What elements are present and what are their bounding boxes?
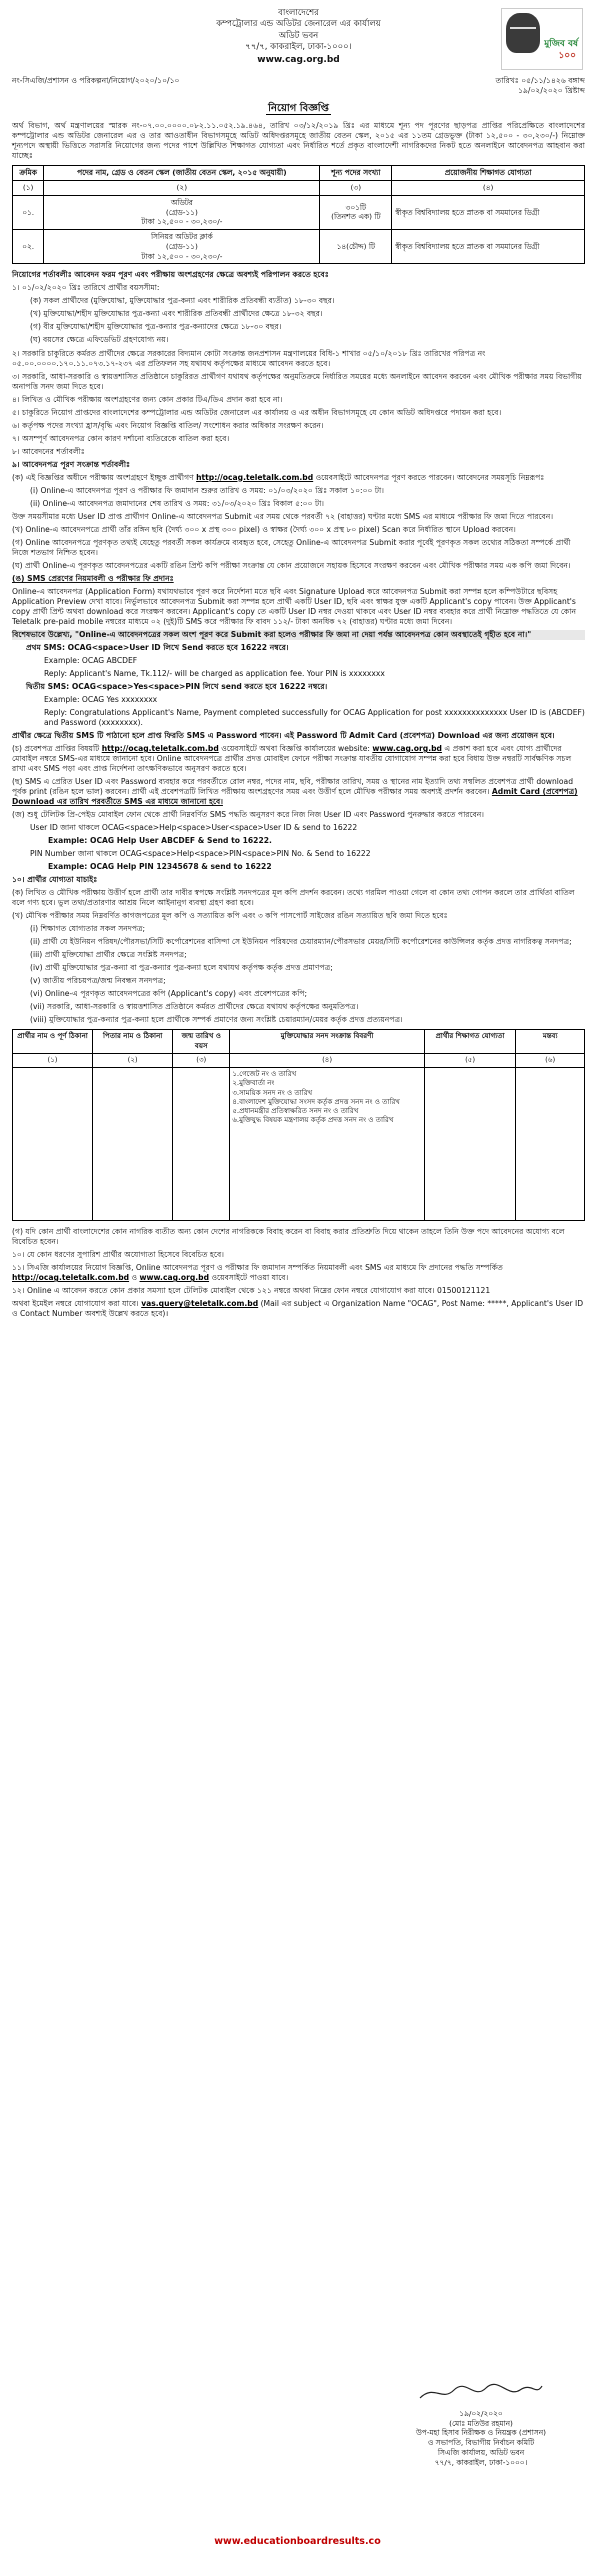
admit-text: এ প্রকাশ করা হবে এবং যোগ্য প্রার্থীদের মোবাইল নম্বরে SMS-এর মাধ্যমে জানানো হবে। Online আবেদনপত্রে প্রার্থীর প্রদত্ত মোবাইল ফোনে পরীক্ষা সংক্রান্ত যাবতীয় যোগাযোগ সম্পন্ন করা হবে বিধায় উক্ত নম্বরটি সার্বক্ষণিক সচল রাখা এবং SMS পড়া এবং প্রাপ্ত নির্দেশনা তাৎক্ষণিকভাবে অনুসরণ করতে হবে। — [12, 744, 572, 774]
certificate-line: ২.মুক্তিবার্তা নং — [232, 1079, 275, 1088]
recovery-pin-example: Example: OCAG Help PIN 12345678 & send to 16222 — [48, 862, 272, 872]
online-heading: ৯। আবেদনপত্র পূরণ সংক্রান্ত শর্তাবলীঃ — [12, 459, 131, 469]
admit-p1 — [12, 744, 585, 774]
rule-item: ৪। লিখিত ও মৌখিক পরীক্ষায় অংশগ্রহণের জন্য কোন প্রকার টিএ/ডিএ প্রদান করা হবে না। — [12, 394, 283, 404]
rule-item: ৩। সরকারি, আধা-সরকারি ও স্বায়ত্তশাসিত প্রতিষ্ঠানে চাকুরিরত প্রার্থীগণ যথাযথ কর্তৃপক্ষের অনুমতিক্রমে নির্ধারিত সময়ের মধ্যে অনলাইনে আবেদন করবেন এবং মৌখিক পরীক্ষার সময় বিভাগীয় অনাপত্তি সনদ জমা দিতে হবে। — [12, 371, 582, 391]
post-sl: ০২. — [13, 230, 44, 264]
closing-text: অথবা ইমেইল নম্বরে যোগাযোগ করা যাবে। — [12, 1299, 139, 1309]
posts-col-sl: ক্রমিক — [13, 166, 44, 181]
rule-item: ৮। আবেদনের শর্তাবলীঃ — [12, 446, 85, 456]
header-building: অডিট ভবন — [278, 30, 319, 41]
documents-p1: (ক) লিখিত ও মৌখিক পরীক্ষায় উত্তীর্ণ হলে প্রার্থী তার দাবীর স্বপক্ষে সংশ্লিষ্ট সনদপত্রের মূল কপি প্রদর্শন করবেন। তথ্যে গরমিল পাওয়া গেলে বা কোন তথ্য গোপন করলে তার প্রার্থিতা বাতিল বলে গণ্য হবে। ভুল তথ্য/প্রতারণার আশ্রয় নিলে আইনানুগ ব্যবস্থা গ্রহণ করা হবে। — [12, 888, 575, 908]
memo-line — [12, 76, 585, 96]
post-name-cell — [44, 230, 320, 264]
teletalk-link[interactable]: http://ocag.teletalk.com.bd — [101, 744, 219, 753]
list-item: (viii) মুক্তিযোদ্ধার পুত্র-কন্যার পুত্র-কন্যা হলে প্রার্থীকে সম্পর্ক প্রমাণের জন্য সংশ্লিষ্ট চেয়ারম্যান/মেয়র কর্তৃক প্রদত্ত প্রত্যয়নপত্র। — [30, 1015, 403, 1025]
second-sms-example: Example: OCAG Yes xxxxxxxx — [44, 694, 158, 704]
closing-text: ১১। সিএজি কার্যালয়ের নিয়োগ বিজ্ঞপ্তি, Online আবেদনপত্র পূরণ ও পরীক্ষার ফি জমাদান সম্পর্কিত নিয়মাবলী এবং SMS এর মাধ্যমে ফি প্রদানের পদ্ধতি সম্পর্কিত — [12, 1263, 503, 1273]
recovery-user-example: Example: OCAG Help User ABCDEF & Send to 16222. — [48, 836, 272, 846]
posts-col-post: পদের নাম, গ্রেড ও বেতন স্কেল (জাতীয় বেতন স্কেল, ২০১৫ অনুযায়ী) — [44, 166, 320, 181]
apply-col: প্রার্থীর নাম ও পূর্ণ ঠিকানা — [13, 1030, 93, 1053]
age-section — [12, 283, 585, 345]
post-count: ৩০১টি — [345, 202, 367, 212]
closing-p2: ১০। যে কোন ধরণের সুপারিশ প্রার্থীর অযোগ্যতা হিসেবে বিবেচিত হবে। — [12, 1250, 224, 1260]
signatory-office: সিএজি কার্যালয়, অডিট ভবন — [437, 2447, 525, 2457]
first-sms: প্রথম SMS: OCAG<space>User ID লিখে Send করতে হবে 16222 নম্বরে। — [26, 642, 289, 652]
rule-item: ৬। কর্তৃপক্ষ পদের সংখ্যা হ্রাস/বৃদ্ধি এবং নিয়োগ বিজ্ঞপ্তি বাতিল/ সংশোধন করার অধিকার সংরক্ষণ করেন। — [12, 420, 324, 430]
certificate-line: ১.গেজেট নং ও তারিখ — [232, 1070, 297, 1079]
post-name: অডিটর — [170, 197, 193, 207]
source-site-link[interactable]: www.educationboardresults.co — [214, 2536, 381, 2547]
sms-heading: (ঙ) SMS প্রেরণের নিয়মাবলী ও পরীক্ষার ফি প্রদানঃ — [12, 573, 174, 583]
header-office: কম্পট্রোলার এন্ড অডিটর জেনারেল এর কার্যালয় — [216, 19, 381, 30]
post-name: সিনিয়র অডিটর ক্লার্ক — [150, 232, 213, 242]
signature-block — [381, 2382, 581, 2467]
signatory-office: ৭৭/৭, কাকরাইল, ঢাকা-১০০০। — [434, 2457, 528, 2467]
post-qual: স্বীকৃত বিশ্ববিদ্যালয় হতে স্নাতক বা সমমানের ডিগ্রী — [392, 195, 585, 229]
header-website[interactable]: www.cag.org.bd — [257, 54, 340, 65]
first-sms-reply: Reply: Applicant's Name, Tk.112/- will be charged as application fee. Your PIN is xxxxxxxx — [44, 668, 385, 678]
documents-p2: (খ) মৌখিক পরীক্ষার সময় নিম্নবর্ণিত কাগজপত্রের মূল কপি ও সত্যায়িত কপি এবং ৩ কপি পাসপোর্ট সাইজের রঙিন সত্যায়িত ছবি জমা দিতে হবেঃ — [12, 911, 448, 921]
emblem-word: মুজিব বর্ষ — [544, 39, 578, 49]
recovery-section — [12, 810, 585, 872]
conditions-heading: নিয়োগের শর্তাবলীঃ আবেদন ফরম পূরণ এবং পরীক্ষায় অংশগ্রহণের ক্ষেত্রে অবশ্যই পরিপালন করতে হবেঃ — [12, 270, 329, 280]
age-line: (ক) সকল প্রার্থীদের (মুক্তিযোদ্ধা, মুক্তিযোদ্ধার পুত্র-কন্যা এবং শারীরিক প্রতিবন্ধী ব্যতীত) ১৮-৩০ বছর। — [30, 296, 335, 306]
posts-index: (৪) — [392, 181, 585, 196]
apply-col: মন্তব্য — [516, 1030, 585, 1053]
schedule-start: (i) Online-এ আবেদনপত্র পূরণ ও পরীক্ষার ফি জমাদান শুরুর তারিখ ও সময়: ০১/০৩/২০২০ খ্রিঃ সকাল ১০:০০ টা। — [30, 485, 384, 495]
post-count-cell — [320, 195, 392, 229]
post-scale: টাকা ১২,৫০০ - ৩০,২৩০/- — [141, 251, 223, 261]
posts-table — [12, 165, 585, 264]
second-sms-block — [12, 682, 585, 728]
teletalk-link[interactable]: http://ocag.teletalk.com.bd — [196, 472, 314, 482]
sms-password-note: প্রার্থীর ক্ষেত্রে দ্বিতীয় SMS টি পাঠানো হলে প্রাপ্ত ফিরতি SMS এ Password পাবেন। এই Password টি Admit Card (প্রবেশপত্র) Download এর জন্য প্রয়োজন হবে। — [12, 730, 555, 740]
cag-website-link[interactable]: www.cag.org.bd — [139, 1273, 210, 1283]
online-p4: (গ) Online আবেদনপত্রে পূরণকৃত তথ্যই যেহেতু পরবর্তী সকল কার্যক্রমে ব্যবহৃত হবে, সেহেতু Online-এ আবেদনপত্র Submit করার পূর্বেই পূরণকৃত সকল তথ্যের সঠিকতা সম্পর্কে প্রার্থী নিজে শতভাগ নিশ্চিত হবেন। — [12, 537, 571, 557]
freedom-fighter-table — [12, 1029, 585, 1221]
apply-col: মুক্তিযোদ্ধার সনদ সংক্রান্ত বিবরণী — [230, 1030, 424, 1053]
date-bangla: ০৫/১১/১৪২৬ বঙ্গাব্দ — [521, 76, 585, 85]
table-row — [13, 230, 585, 264]
apply-header-row — [13, 1030, 585, 1053]
teletalk-link[interactable]: http://ocag.teletalk.com.bd — [12, 1273, 130, 1283]
list-item: (i) শিক্ষাগত যোগ্যতার সকল সনদপত্র; — [30, 924, 146, 934]
admit-text: (চ) প্রবেশপত্র প্রাপ্তির বিষয়টি — [12, 744, 100, 753]
recovery-user-id: User ID জানা থাকলে OCAG<space>Help<space>User<space>User ID & send to 16222 — [30, 823, 358, 833]
online-p3: (খ) Online-এ আবেদনপত্রে প্রার্থী তাঁর রঙ্গিন ছবি (দৈর্ঘ্য ৩০০ x প্রস্থ ৩০০ pixel) ও স্বাক্ষর (দৈর্ঘ্য ৩০০ x প্রস্থ ৮০ pixel) Scan করে নির্ধারিত স্থানে Upload করবেন। — [12, 524, 516, 534]
sms-section — [12, 574, 585, 741]
online-p1 — [12, 473, 585, 483]
closing-p1: (গ) যদি কোন প্রার্থী বাংলাদেশের কোন নাগরিক ব্যতীত অন্য কোন দেশের নাগরিককে বিবাহ করেন বা বিবাহ করার প্রতিশ্রুতি দিয়ে থাকেন তাহলে তিনি উক্ত পদে আবেদনের অযোগ্য বলে বিবেচিত হবেন। — [12, 1227, 565, 1247]
certificate-line: ৫.প্রধানমন্ত্রীর প্রতিস্বাক্ষরিত সনদ নং ও তারিখ — [232, 1107, 359, 1115]
certificate-line: ৪.বাংলাদেশ মুক্তিযোদ্ধা সংসদ কর্তৃক প্রদত্ত সনদ নং ও তারিখ — [232, 1097, 400, 1106]
closing-text: ও — [131, 1273, 138, 1283]
admit-p2 — [12, 777, 585, 807]
certificate-line: ৩.সাময়িক সনদ নং ও তারিখ — [232, 1088, 313, 1097]
posts-index: (৩) — [320, 181, 392, 196]
post-count-cell — [320, 230, 392, 264]
second-sms: দ্বিতীয় SMS: OCAG<space>Yes<space>PIN লিখে send করতে হবে 16222 নম্বরে। — [26, 681, 328, 691]
apply-index: (২) — [93, 1053, 173, 1067]
age-line: ১। ০১/০২/২০২০ খ্রিঃ তারিখে প্রার্থীর বয়সসীমা: — [12, 283, 160, 293]
certificate-details-cell — [230, 1068, 424, 1221]
closing-text: ওয়েবসাইটে পাওয়া যাবে। — [211, 1273, 289, 1283]
recovery-pin: PIN Number জানা থাকলে OCAG<space>Help<space>PIN<space>PIN No. & Send to 16222 — [30, 849, 371, 859]
memo-date — [496, 76, 586, 96]
posts-col-count: শূন্য পদের সংখ্যা — [320, 166, 392, 181]
notice-title-text: নিয়োগ বিজ্ঞপ্তি — [268, 103, 329, 115]
admit-text: ওয়েবসাইটে অথবা বিজ্ঞপ্তি কার্যালয়ের website: — [221, 744, 370, 753]
apply-index: (৫) — [424, 1053, 516, 1067]
watermark-footer — [0, 2536, 595, 2549]
signatory-office: ও সভাপতি, বিভাগীয় নির্বাচন কমিটি — [427, 2438, 535, 2448]
letterhead — [12, 8, 585, 70]
posts-index: (১) — [13, 181, 44, 196]
admit-text: (ছ) SMS এ প্রেরিত User ID এবং Password ব্যবহার করে পরবর্তীতে রোল নম্বর, পদের নাম, ছবি, পরীক্ষার তারিখ, সময় ও স্থানের নাম ইত্যাদি তথ্য সম্বলিত প্রবেশপত্র প্রার্থী download পূর্বক print (রঙিন হলে ভাল) করবেন। প্রার্থী এই প্রবেশপত্রটি লিখিত পরীক্ষায় অংশগ্রহণের সময় এবং উত্তীর্ণ হলে মৌখিক পরীক্ষার সময় অবশ্যই প্রদর্শন করবেন। — [12, 777, 574, 797]
post-name-cell — [44, 195, 320, 229]
signatory-name: (মোঃ মতিউর রহমান) — [449, 2418, 513, 2428]
posts-index: (২) — [44, 181, 320, 196]
table-row — [13, 1068, 585, 1221]
list-item: (vii) সরকারি, আধা-সরকারি ও স্বায়ত্তশাসিত প্রতিষ্ঠানে কর্মরত প্রার্থীদের ক্ষেত্রে যথাযথ কর্তৃপক্ষের অনুমতিপত্র। — [30, 1002, 359, 1012]
second-sms-reply: Reply: Congratulations Applicant's Name, Payment completed successfully for OCAG Application for post xxxxxxxxxxxxxx User ID is (ABCDEF) and Password (xxxxxxxx). — [44, 707, 585, 727]
age-line: (ঘ) বয়সের ক্ষেত্রে এফিডেভিট গ্রহণযোগ্য নয়। — [30, 335, 169, 345]
glasses-icon — [510, 27, 536, 34]
blank-cell — [173, 1068, 230, 1221]
header-line1: বাংলাদেশের — [278, 8, 319, 18]
post-qual: স্বীকৃত বিশ্ববিদ্যালয় হতে স্নাতক বা সমমানের ডিগ্রী — [392, 230, 585, 264]
signature-date: ১৯/০২/২০২০ — [459, 2408, 503, 2418]
emblem-number: ১০০ — [558, 51, 576, 61]
posts-col-qual: প্রয়োজনীয় শিক্ষাগত যোগ্যতা — [392, 166, 585, 181]
apply-index: (১) — [13, 1053, 93, 1067]
apply-col: জন্ম তারিখ ও বয়স — [173, 1030, 230, 1053]
table-row — [13, 195, 585, 229]
posts-index-row — [13, 181, 585, 196]
admit-download-note: Admit Card (প্রবেশপত্র) Download এর তারিখ পরবর্তীতে SMS এর মাধ্যমে জানানো হবে। — [12, 787, 578, 807]
apply-col: প্রার্থীর শিক্ষাগত যোগ্যতা — [424, 1030, 516, 1053]
online-p5: (ঘ) প্রার্থী Online-এ পূরণকৃত আবেদনপত্রের একটি রঙিন প্রিন্ট কপি পরীক্ষা সংক্রান্ত যে কোন প্রয়োজনে সহায়ক হিসেবে সংরক্ষণ করবেন এবং মৌখিক পরীক্ষার সময় এক কপি জমা দিবেন। — [12, 560, 571, 570]
posts-header-row — [13, 166, 585, 181]
online-p1-text: (ক) এই বিজ্ঞপ্তির অধীনে পরীক্ষায় অংশগ্রহণে ইচ্ছুক প্রার্থীগণ — [12, 472, 194, 482]
header-address: ৭৭/৭, কাকরাইল, ঢাকা-১০০০। — [245, 42, 352, 53]
sms-intro: Online-এ আবেদনপত্র (Application Form) যথাযথভাবে পূরণ করে নির্দেশনা মতে ছবি এবং Signature Upload করে আবেদনপত্র Submit করা সম্পন্ন হলে কম্পিউটারে ছবিসহ Application Preview দেখা যাবে। নির্ভুলভাবে আবেদনপত্র Submit করা সম্পন্ন হলে প্রার্থী একটি User ID, ছবি এবং স্বাক্ষর যুক্ত একটি Applicant's copy পাবেন। উক্ত Applicant's copy প্রার্থী প্রিন্ট অথবা download করে সংরক্ষণ করবেন। Applicant's copy তে একটি User ID নম্বর দেওয়া থাকবে এবং User ID নম্বর ব্যবহার করে প্রার্থী নিম্নোক্ত পদ্ধতিতে যে কোন Teletalk pre-paid mobile নম্বরের মাধ্যমে ০২ (দুই)টি SMS করে পরীক্ষার ফি বাবদ ১১২/- টাকা অনধিক ৭২ (বাহাত্তর) ঘণ্টার মধ্যে জমা দিবেন। — [12, 586, 576, 626]
list-item: (v) জাতীয় পরিচয়পত্র/জন্ম নিবন্ধন সনদপত্র; — [30, 976, 166, 986]
age-line: (গ) বীর মুক্তিযোদ্ধা/শহীদ মুক্তিযোদ্ধার পুত্র-কন্যার পুত্র-কন্যাদের ক্ষেত্রে ১৮-৩০ বছর। — [30, 322, 282, 332]
closing-text: (Mail এর subject এ Organization Name "OCAG", Post Name: *****, Applicant's User ID ও Contact Number অবশ্যই উল্লেখ করতে হবে)। — [12, 1299, 584, 1319]
apply-index: (৩) — [173, 1053, 230, 1067]
certificate-line: ৬.মুক্তিযুদ্ধ বিষয়ক মন্ত্রণালয় কর্তৃক প্রদত্ত সনদ নং ও তারিখ — [232, 1116, 394, 1125]
blank-cell — [516, 1068, 585, 1221]
apply-index: (৬) — [516, 1053, 585, 1067]
apply-col: পিতার নাম ও ঠিকানা — [93, 1030, 173, 1053]
rule-item: ২। সরকারি চাকুরিতে কর্মরত প্রার্থীদের ক্ষেত্রে সরকারের বিদ্যমান কোটা সংক্রান্ত জনপ্রশাসন মন্ত্রণালয়ের বিধি-১ শাখার ০৫/১০/২০১৮ খ্রিঃ তারিখের পরিপত্র নং ০৫.০০.০০০০.১৭০.১১.০৭৩.১৭-২৩৭ এর প্রতিফলন সহ যথাযথ কর্তৃপক্ষের মাধ্যমে আবেদন করতে হবে। — [12, 348, 486, 368]
closing-p3 — [12, 1263, 585, 1283]
online-application-section — [12, 460, 585, 571]
post-grade: (গ্রেড-১১) — [165, 241, 198, 251]
first-sms-example: Example: OCAG ABCDEF — [44, 655, 138, 665]
rule-item: ৭। অসম্পূর্ণ আবেদনপত্র কোন কারণ দর্শানো ব্যতিরেকে বাতিল করা হবে। — [12, 433, 230, 443]
post-sl: ০১. — [13, 195, 44, 229]
documents-section — [12, 875, 585, 1025]
post-grade: (গ্রেড-১১) — [165, 207, 198, 217]
blank-cell — [424, 1068, 516, 1221]
list-item: (iii) প্রার্থী মুক্তিযোদ্ধা প্রার্থীর ক্ষেত্রে সংশ্লিষ্ট সনদপত্র; — [30, 950, 187, 960]
intro-paragraph: অর্থ বিভাগ, অর্থ মন্ত্রণালয়ের স্মারক নং-০৭.০০.০০০০.০৮২.১১.০৫২.১৯.৪৬৪, তারিখ ০৩/১২/২০১৯ খ্রিঃ এর মাধ্যমে শূন্য পদ পূরণের ছাড়পত্র প্রাপ্তির পরিপ্রেক্ষিতে বাংলাদেশের কম্পট্রোলার এন্ড অডিটর জেনারেল এর ও তার আওতাধীন বিভাগসমূহে অডিট অধিদপ্তরসমূহে জাতীয় বেতন স্কেল, ২০১৫ এর ১১তম গ্রেডভুক্ত (টাকা ১২,৫০০ - ৩০,২৩০/-) নিম্নোক্ত শূন্যপদে অস্থায়ী ভিত্তিতে সরাসরি নিয়োগের জন্য পদের পাশে উল্লিখিত শিক্ষাগত যোগ্যতা এবং নির্ধারিত শর্তে প্রকৃত বাংলাদেশী নাগরিকদের নিকট হতে অনলাইনে আবেদনপত্র আহবান করা যাচ্ছেঃ — [12, 121, 585, 161]
age-line: (খ) মুক্তিযোদ্ধা/শহীদ মুক্তিযোদ্ধার পুত্র-কন্যা এবং শারীরিক প্রতিবন্ধী প্রার্থীদের ক্ষেত্রে ১৮-৩২ বছর। — [30, 309, 323, 319]
apply-index-row — [13, 1053, 585, 1067]
sms-special-note: বিশেষভাবে উল্লেখ্য, "Online-এ আবেদনপত্রের সকল অংশ পূরণ করে Submit করা হলেও পরীক্ষার ফি জমা না দেয়া পর্যন্ত আবেদনপত্র কোন অবস্থাতেই গৃহীত হবে না।" — [12, 630, 585, 640]
closing-p4: ১২। Online এ আবেদন করতে কোন প্রকার সমস্যা হলে টেলিটক মোবাইল থেকে ১২১ নম্বরে অথবা নিম্নের ফোন নম্বরে যোগাযোগ করা যাবে। 01500121121 — [12, 1286, 491, 1296]
cag-website-link[interactable]: www.cag.org.bd — [372, 744, 442, 753]
rules-section — [12, 349, 585, 457]
closing-p5 — [12, 1299, 585, 1319]
apply-index: (৪) — [230, 1053, 424, 1067]
list-item: (ii) প্রার্থী যে ইউনিয়ন পরিষদ/পৌরসভা/সিটি কর্পোরেশনের বাসিন্দা সে ইউনিয়ন পরিষদের চেয়ারম্যান/পৌরসভার মেয়র/সিটি কর্পোরেশনের কাউন্সিলর কর্তৃক প্রদত্ত নাগরিকত্ব সনদপত্র; — [30, 937, 572, 947]
notice-title — [12, 102, 585, 115]
list-item: (vi) Online-এ পূরণকৃত আবেদনপত্রের কপি (Applicant's copy) এবং প্রবেশপত্রের কপি; — [30, 989, 308, 999]
signature-scrawl — [416, 2382, 546, 2404]
list-item: (iv) প্রার্থী মুক্তিযোদ্ধার পুত্র-কন্যা বা পুত্র-কন্যার পুত্র-কন্যা হলে যথাযথ কর্তৃপক্ষ কর্তৃক প্রদত্ত প্রমাণপত্র; — [30, 963, 333, 973]
mujib-borsho-logo — [501, 8, 583, 70]
post-count: ১৪(চৌদ্দ) টি — [336, 241, 375, 251]
support-email-link[interactable]: vas.query@teletalk.com.bd — [141, 1299, 259, 1309]
online-p1-text: ওয়েবসাইটে আবেদনপত্র পূরণ করতে পারবেন। আবেদনের সময়সূচি নিম্নরূপঃ — [315, 472, 545, 482]
schedule-end: (ii) Online-এ আবেদনপত্র জমাদানের শেষ তারিখ ও সময়: ৩১/০৩/২০২০ খ্রিঃ বিকাল ৫:০০ টা। — [30, 498, 324, 508]
blank-cell — [13, 1068, 93, 1221]
date-label: তারিখঃ — [495, 76, 519, 85]
post-scale: টাকা ১২,৫০০ - ৩০,২৩০/- — [141, 217, 223, 227]
post-count-note: (তিনশত এক) টি — [331, 212, 381, 222]
online-p2: উক্ত সময়সীমার মধ্যে User ID প্রাপ্ত প্রার্থীগণ Online-এ আবেদনপত্র Submit এর সময় থেকে পরবর্তী ৭২ (বাহাত্তর) ঘণ্টার মধ্যে SMS এর মাধ্যমে পরীক্ষার ফি জমা দিতে পারবেন। — [12, 511, 554, 521]
admit-card-section — [12, 744, 585, 807]
blank-cell — [93, 1068, 173, 1221]
memo-number: নং-সিএজি/প্রশাসন ও পরিকল্পনা/নিয়োগ/২০২০/১০/১০ — [12, 76, 180, 85]
signatory-designation: উপ-মহা হিসাব নিরীক্ষক ও নিয়ন্ত্রক (প্রশাসন) — [415, 2428, 547, 2438]
date-english: ১৯/০২/২০২০ খ্রিষ্টাব্দ — [518, 86, 585, 96]
first-sms-block — [12, 643, 585, 679]
recovery-intro: (জ) শুধু টেলিটক প্রি-পেইড মোবাইল ফোন থেকে প্রার্থী নিম্নবর্ণিত SMS পদ্ধতি অনুসরণ করে নিজ নিজ User ID এবং Password পুনরুদ্ধার করতে পারবেন। — [12, 810, 484, 820]
rule-item: ৫। চাকুরিতে নিয়োগ প্রাপ্তদের বাংলাদেশের কম্পট্রোলার এন্ড অডিটর জেনারেল এর কার্যালয় ও এর অধীন বিভাগসমূহে যে কোন অডিট অধিদপ্তরে পদায়ন করা হবে। — [12, 407, 502, 417]
documents-heading: ১০। প্রার্থীর যোগ্যতা যাচাইঃ — [12, 875, 98, 885]
closing-section — [12, 1227, 585, 1319]
